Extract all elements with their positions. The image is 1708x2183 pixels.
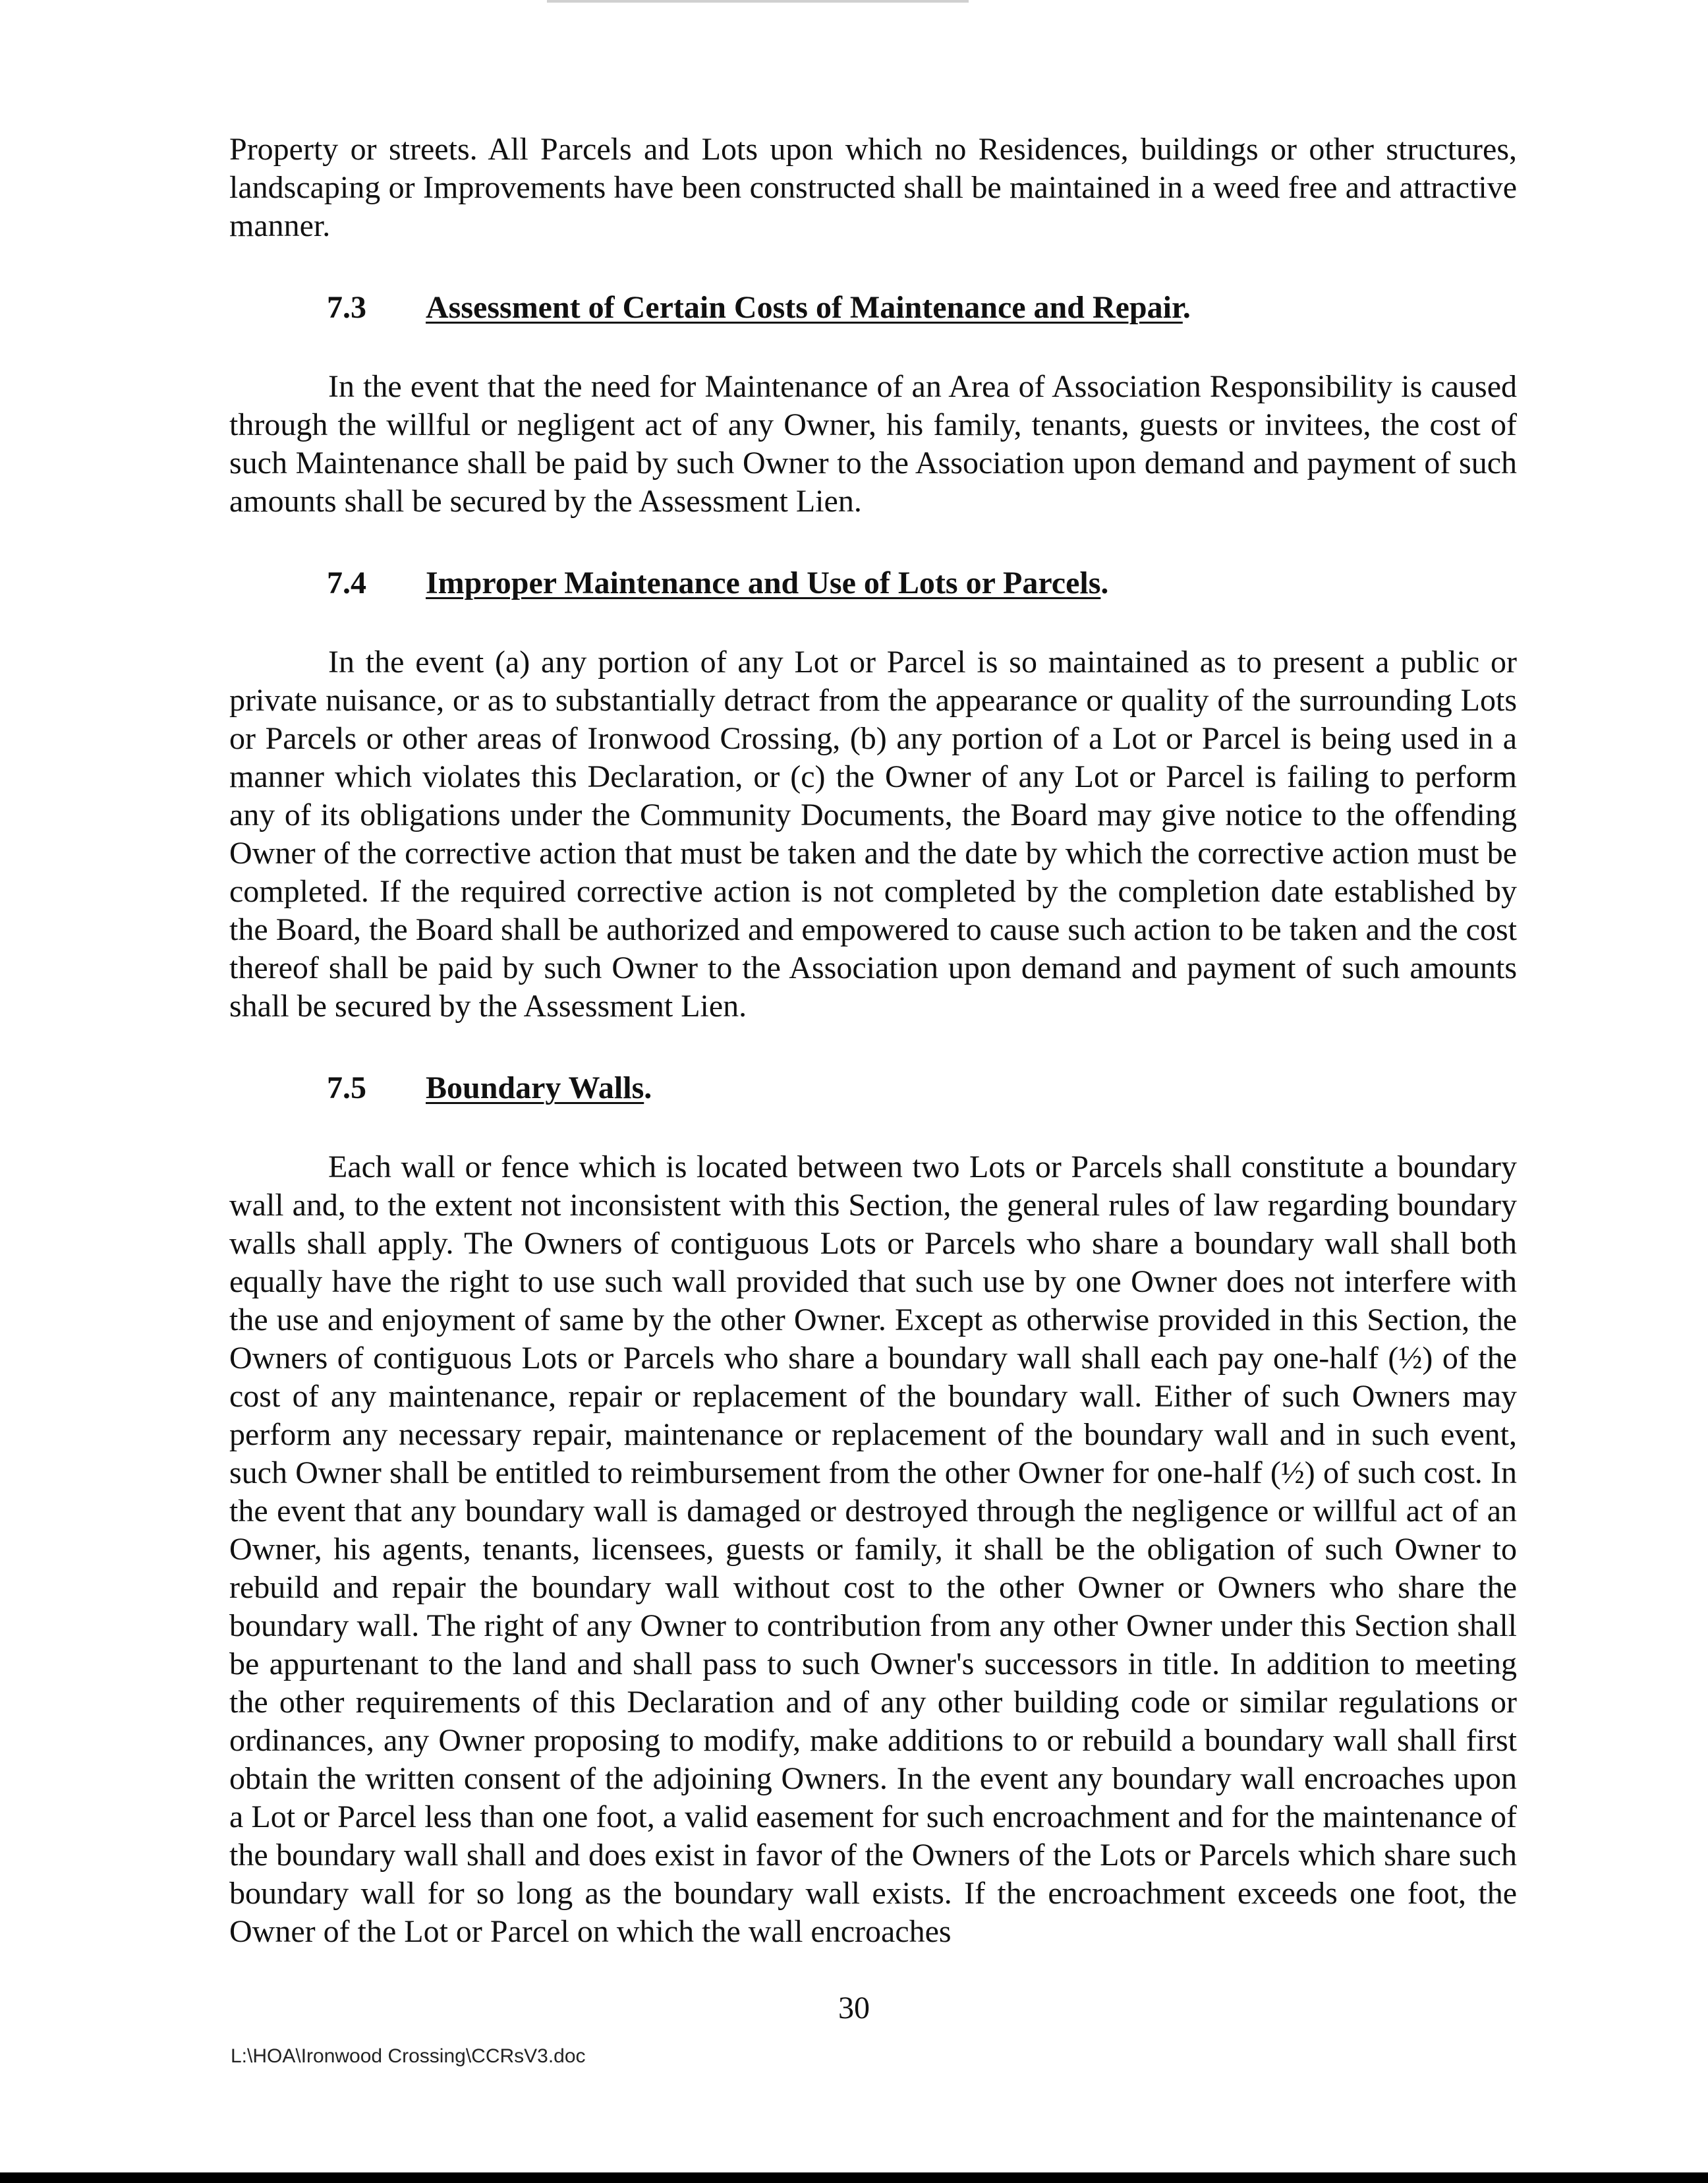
intro-paragraph: Property or streets. All Parcels and Lots upon which no Residences, buildings or other structures, landscaping or Improvements have been constructed shall be maintained in a weed free and attractive manner. (229, 132, 1517, 243)
top-scan-rule (547, 0, 969, 3)
section-body-7-5: Each wall or fence which is located between two Lots or Parcels shall constitute a boundary wall and, to the extent not inconsistent with this Section, the general rules of law regarding boundary walls shall apply. The Owners of contiguous Lots or Parcels who share a boundary wall shall both equally have the right to use such wall provided that such use by one Owner does not interfere with the use and enjoyment of same by the other Owner. Except as otherwise provided in this Section, the Owners of contiguous Lots or Parcels who share a boundary wall shall each pay one-half (½) of the cost of any maintenance, repair or replacement of the boundary wall. Either of such Owners may perform any necessary repair, maintenance or replacement of the boundary wall and in such event, such Owner shall be entitled to reimbursement from the other Owner for one-half (½) of such cost. In the event that any boundary wall is damaged or destroyed through the negligence or willful act of an Owner, his agents, tenants, licensees, guests or family, it shall be the obligation of such Owner to rebuild and repair the boundary wall without cost to the other Owner or Owners who share the boundary wall. The right of any Owner to contribution from any other Owner under this Section shall be appurtenant to the land and shall pass to such Owner's successors in title. In addition to meeting the other requirements of this Declaration and of any other building code or similar regulations or ordinances, any Owner proposing to modify, make additions to or rebuild a boundary wall shall first obtain the written consent of the adjoining Owners. In the event any boundary wall encroaches upon a Lot or Parcel less than one foot, a valid easement for such encroachment and for the maintenance of the boundary wall shall and does exist in favor of the Owners of the Lots or Parcels which share such boundary wall for so long as the boundary wall exists. If the encroachment exceeds one foot, the Owner of the Lot or Parcel on which the wall encroaches (229, 1150, 1517, 1949)
bottom-scan-border (0, 2172, 1708, 2183)
section-heading-7-5 (229, 1069, 1517, 1107)
heading-period: . (1100, 566, 1109, 600)
heading-period: . (644, 1070, 652, 1105)
footer-file-path: L:\HOA\Ironwood Crossing\CCRsV3.doc (231, 2045, 586, 2067)
page-number: 30 (838, 1991, 870, 2025)
section-title: Improper Maintenance and Use of Lots or Parcels (426, 566, 1101, 600)
section-heading-7-3 (229, 289, 1517, 327)
document-body (229, 131, 1517, 1951)
heading-period: . (1182, 290, 1191, 325)
section-number: 7.5 (327, 1070, 366, 1105)
section-number: 7.4 (327, 566, 366, 600)
section-title: Assessment of Certain Costs of Maintenance and Repair (426, 290, 1183, 325)
section-title: Boundary Walls (426, 1070, 644, 1105)
section-body-7-4: In the event (a) any portion of any Lot or Parcel is so maintained as to present a public or private nuisance, or as to substantially detract from the appearance or quality of the surrounding Lots or Parcels or other areas of Ironwood Crossing, (b) any portion of a Lot or Parcel is being used in a manner which violates this Declaration, or (c) the Owner of any Lot or Parcel is failing to perform any of its obligations under the Community Documents, the Board may give notice to the offending Owner of the corrective action that must be taken and the date by which the corrective action must be completed. If the required corrective action is not completed by the completion date established by the Board, the Board shall be authorized and empowered to cause such action to be taken and the cost thereof shall be paid by such Owner to the Association upon demand and payment of such amounts shall be secured by the Assessment Lien. (229, 645, 1517, 1024)
section-body-7-3: In the event that the need for Maintenance of an Area of Association Responsibility is caused through the willful or negligent act of any Owner, his family, tenants, guests or invitees, the cost of such Maintenance shall be paid by such Owner to the Association upon demand and payment of such amounts shall be secured by the Assessment Lien. (229, 369, 1517, 519)
section-number: 7.3 (327, 290, 366, 325)
section-heading-7-4 (229, 564, 1517, 602)
